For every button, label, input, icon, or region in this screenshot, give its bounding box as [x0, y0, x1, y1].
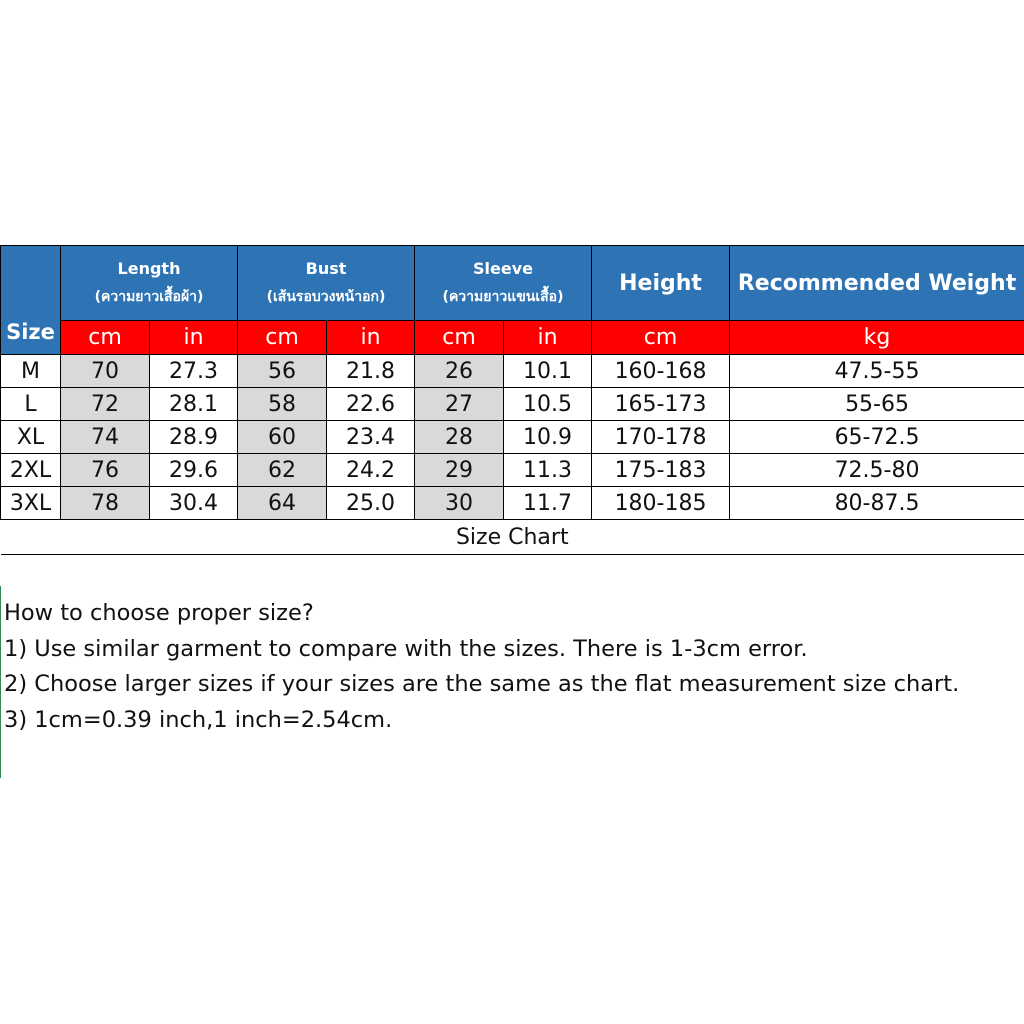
height-cell: 165-173 — [592, 388, 730, 421]
sleeve-cm-cell: 27 — [415, 388, 504, 421]
table-row — [1, 388, 1024, 421]
bust-in-cell: 21.8 — [327, 355, 415, 388]
unit-bust-cm: cm — [238, 321, 327, 355]
weight-header — [730, 246, 1024, 321]
height-cell: 170-178 — [592, 421, 730, 454]
sleeve-in-cell: 11.3 — [504, 454, 592, 487]
sleeve-cm-cell: 28 — [415, 421, 504, 454]
table-row — [1, 421, 1024, 454]
weight-cell: 72.5-80 — [730, 454, 1024, 487]
unit-sleeve-cm: cm — [415, 321, 504, 355]
sleeve-header-thai: (ความยาวแขนเสื้อ) — [442, 289, 564, 305]
weight-header-label: Recommended Weight — [737, 270, 1017, 296]
table-row — [1, 454, 1024, 487]
length-header-thai: (ความยาวเสื้อผ้า) — [94, 289, 204, 305]
sleeve-header — [415, 246, 592, 321]
height-header-label: Height — [619, 270, 702, 296]
table-row — [1, 355, 1024, 388]
header-row — [1, 246, 1024, 321]
length-cm-cell: 70 — [61, 355, 150, 388]
sleeve-cm-cell: 26 — [415, 355, 504, 388]
sleeve-in-cell: 10.5 — [504, 388, 592, 421]
weight-cell: 47.5-55 — [730, 355, 1024, 388]
left-accent-rule — [0, 586, 1, 778]
bust-in-cell: 25.0 — [327, 487, 415, 520]
bust-header-thai: (เส้นรอบวงหน้าอก) — [266, 289, 386, 305]
length-in-cell: 29.6 — [150, 454, 238, 487]
bust-cm-cell: 56 — [238, 355, 327, 388]
sleeve-header-label: Sleeve — [473, 259, 534, 278]
length-in-cell: 28.9 — [150, 421, 238, 454]
length-header — [61, 246, 238, 321]
table-caption: Size Chart — [1, 520, 1024, 555]
height-cell: 175-183 — [592, 454, 730, 487]
sleeve-in-cell: 10.9 — [504, 421, 592, 454]
guide-item: 3) 1cm=0.39 inch,1 inch=2.54cm. — [4, 706, 393, 733]
unit-bust-in: in — [327, 321, 415, 355]
length-in-cell: 30.4 — [150, 487, 238, 520]
height-header — [592, 246, 730, 321]
size-chart-table — [0, 245, 1024, 555]
unit-height-cm: cm — [592, 321, 730, 355]
size-header — [1, 246, 61, 355]
table-row — [1, 487, 1024, 520]
guide-title: How to choose proper size? — [4, 600, 314, 626]
caption-row — [1, 520, 1024, 555]
bust-in-cell: 22.6 — [327, 388, 415, 421]
size-cell: XL — [1, 421, 61, 454]
weight-cell: 80-87.5 — [730, 487, 1024, 520]
sleeve-cm-cell: 30 — [415, 487, 504, 520]
length-in-cell: 27.3 — [150, 355, 238, 388]
bust-cm-cell: 64 — [238, 487, 327, 520]
guide-item: 1) Use similar garment to compare with the sizes. There is 1-3cm error. — [4, 635, 808, 662]
sleeve-in-cell: 11.7 — [504, 487, 592, 520]
bust-cm-cell: 62 — [238, 454, 327, 487]
height-cell: 180-185 — [592, 487, 730, 520]
size-cell: M — [1, 355, 61, 388]
size-header-label: Size — [6, 320, 55, 344]
size-cell: 3XL — [1, 487, 61, 520]
length-cm-cell: 78 — [61, 487, 150, 520]
bust-in-cell: 23.4 — [327, 421, 415, 454]
guide-item: 2) Choose larger sizes if your sizes are the same as the flat measurement size chart. — [4, 671, 960, 697]
length-cm-cell: 72 — [61, 388, 150, 421]
unit-length-cm: cm — [61, 321, 150, 355]
length-in-cell: 28.1 — [150, 388, 238, 421]
bust-in-cell: 24.2 — [327, 454, 415, 487]
unit-sleeve-in: in — [504, 321, 592, 355]
size-cell: 2XL — [1, 454, 61, 487]
size-cell: L — [1, 388, 61, 421]
length-cm-cell: 74 — [61, 421, 150, 454]
height-cell: 160-168 — [592, 355, 730, 388]
length-header-label: Length — [117, 259, 181, 278]
length-cm-cell: 76 — [61, 454, 150, 487]
weight-cell: 55-65 — [730, 388, 1024, 421]
bust-cm-cell: 58 — [238, 388, 327, 421]
sleeve-cm-cell: 29 — [415, 454, 504, 487]
sleeve-in-cell: 10.1 — [504, 355, 592, 388]
unit-row — [1, 321, 1024, 355]
bust-header-label: Bust — [305, 259, 347, 278]
unit-weight-kg: kg — [730, 321, 1024, 355]
weight-cell: 65-72.5 — [730, 421, 1024, 454]
unit-length-in: in — [150, 321, 238, 355]
size-guide — [4, 596, 1014, 738]
bust-cm-cell: 60 — [238, 421, 327, 454]
bust-header — [238, 246, 415, 321]
